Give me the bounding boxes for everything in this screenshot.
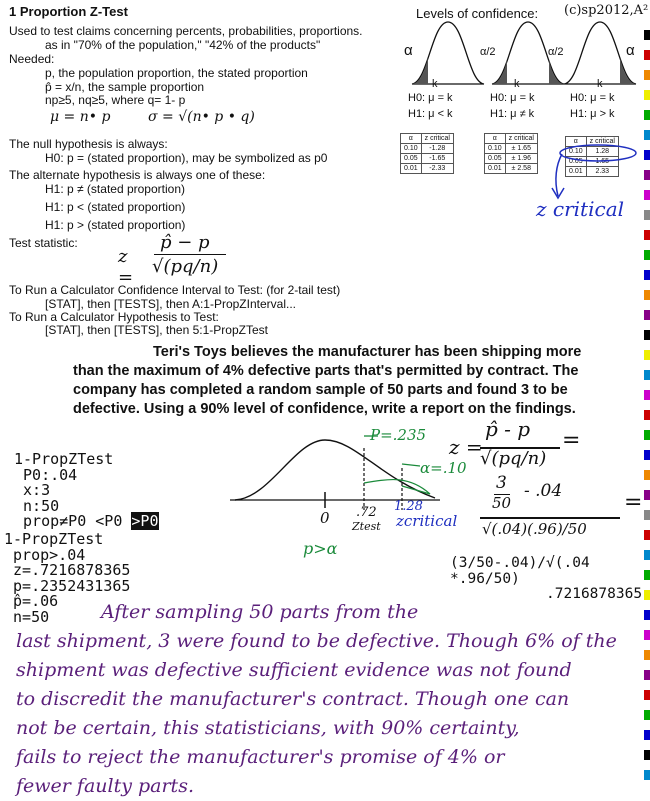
tail-curves [404,18,644,88]
hand-step-den: √(.04)(.96)/50 [482,520,587,538]
problem-statement: Teri's Toys believes the manufacturer has been shipping more than the maximum of 4% defective parts that's permitted by contract. The company has completed a random sample of 50 parts and found 3 to be defective. Using a 90% level of confidence, write a report on the findings. [73,344,582,417]
ci-keys: [STAT], then [TESTS], then A:1-PropZInterval... [45,297,296,311]
zcritical-label: zcritical [396,512,458,530]
tick-0: 0 [320,509,330,527]
page-title: 1 Proportion Z-Test [9,4,128,19]
sigma-formula: σ = √(n• p • q) [148,109,255,125]
ht-keys: [STAT], then [TESTS], then 5:1-PropZTest [45,323,268,337]
hand-eq-2: = [624,490,643,515]
tick-72: .72 [356,505,377,520]
report-line-6: fails to reject the manufacturer's promise of 4% or [16,746,505,768]
report [16,598,641,801]
alt-3: H1: p > (stated proportion) [45,218,186,232]
hand-num: p̂ - p [485,417,531,441]
hand-step-a: 3 [496,473,507,493]
p-value-label: P=.235 [370,426,427,444]
alt-intro: The alternate hypothesis is always one of these: [9,168,266,182]
zcrit-annotation: z critical [536,197,625,221]
h0-two: H0: μ = k [490,92,535,104]
report-line-3: shipment was defective sufficient evidence was not found [16,659,572,681]
need-1: p, the population proportion, the stated proportion [45,66,308,80]
h1-left: H1: μ < k [408,108,453,120]
hand-eq-1: = [562,428,581,453]
hand-z: z = [449,435,483,459]
calc-screen-output: 1-PropZTest prop>.04 z=.7216878365 p=.2352431365 p̂=.06 n=50 [4,530,131,626]
alt-selected: >P0 [131,512,159,530]
calc-screen-input: 1-PropZTest P0:.04 x:3 n:50 prop≠P0 <P0 >P0 [14,450,159,530]
hand-den: √(pq/n) [480,448,547,469]
hand-step-b: 50 [492,494,512,512]
hand-step-minus: - .04 [524,481,563,501]
conclusion-label: p>α [303,539,338,558]
k-left: k [432,78,438,90]
ztest-label: Ztest [352,520,381,533]
intro-line-1: Used to test claims concerning percents, probabilities, proportions. [9,24,363,38]
k-right: k [597,78,603,90]
k-two: k [514,78,520,90]
report-line-5: not be certain, this statisticians, with 90% certainty, [16,717,520,739]
color-palette-strip[interactable] [644,0,650,800]
h0-left: H0: μ = k [408,92,453,104]
need-3: np≥5, nq≥5, where q= 1- p [45,93,186,107]
mu-formula: μ = n• p [50,109,111,125]
null-hypothesis: H0: p = (stated proportion), may be symbolized as p0 [45,151,328,165]
report-line-7: fewer faulty parts. [16,775,194,797]
report-line-1: After sampling 50 parts from the [101,601,419,623]
calc-screen-compute: (3/50-.04)/√(.04 *.96/50) .7216878365 [450,555,643,602]
report-line-2: last shipment, 3 were found to be defective. Though 6% of the [16,630,617,652]
ht-intro: To Run a Calculator Hypothesis to Test: [9,310,219,324]
copyright: (c)sp2012,A² [564,3,649,18]
alt-1: H1: p ≠ (stated proportion) [45,182,185,196]
h1-right: H1: μ > k [570,108,615,120]
null-intro: The null hypothesis is always: [9,137,168,151]
h0-right: H0: μ = k [570,92,615,104]
need-2: p̂ = x/n, the sample proportion [45,80,205,94]
alt-2: H1: p < (stated proportion) [45,200,186,214]
levels-label: Levels of confidence: [416,6,539,21]
intro-line-2: as in "70% of the population," "42% of the products" [45,38,321,52]
z-table-left: α z critical 0.10 -1.28 0.05 -1.65 0.01 -2.33 [400,133,454,174]
z-table-right: α z critical 0.10 1.28 0.05 1.65 0.01 2.33 [565,136,619,177]
alpha-label: α=.10 [420,459,467,477]
needed-label: Needed: [9,52,55,66]
z-table-two: α z critical 0.10 ± 1.65 0.05 ± 1.96 0.01 ± 2.58 [484,133,538,174]
tick-128: 1.28 [394,499,423,514]
alpha-left: α [404,42,413,59]
ci-intro: To Run a Calculator Confidence Interval to Test: (for 2-tail test) [9,283,341,297]
h1-two: H1: μ ≠ k [490,108,535,120]
alpha-two-right: α/2 [548,46,564,58]
alpha-two-left: α/2 [480,46,496,58]
test-stat-label: Test statistic: [9,236,78,250]
hand-step-bar [480,517,620,519]
report-line-4: to discredit the manufacturer's contract. Though one can [16,688,570,710]
alpha-right: α [626,42,635,59]
